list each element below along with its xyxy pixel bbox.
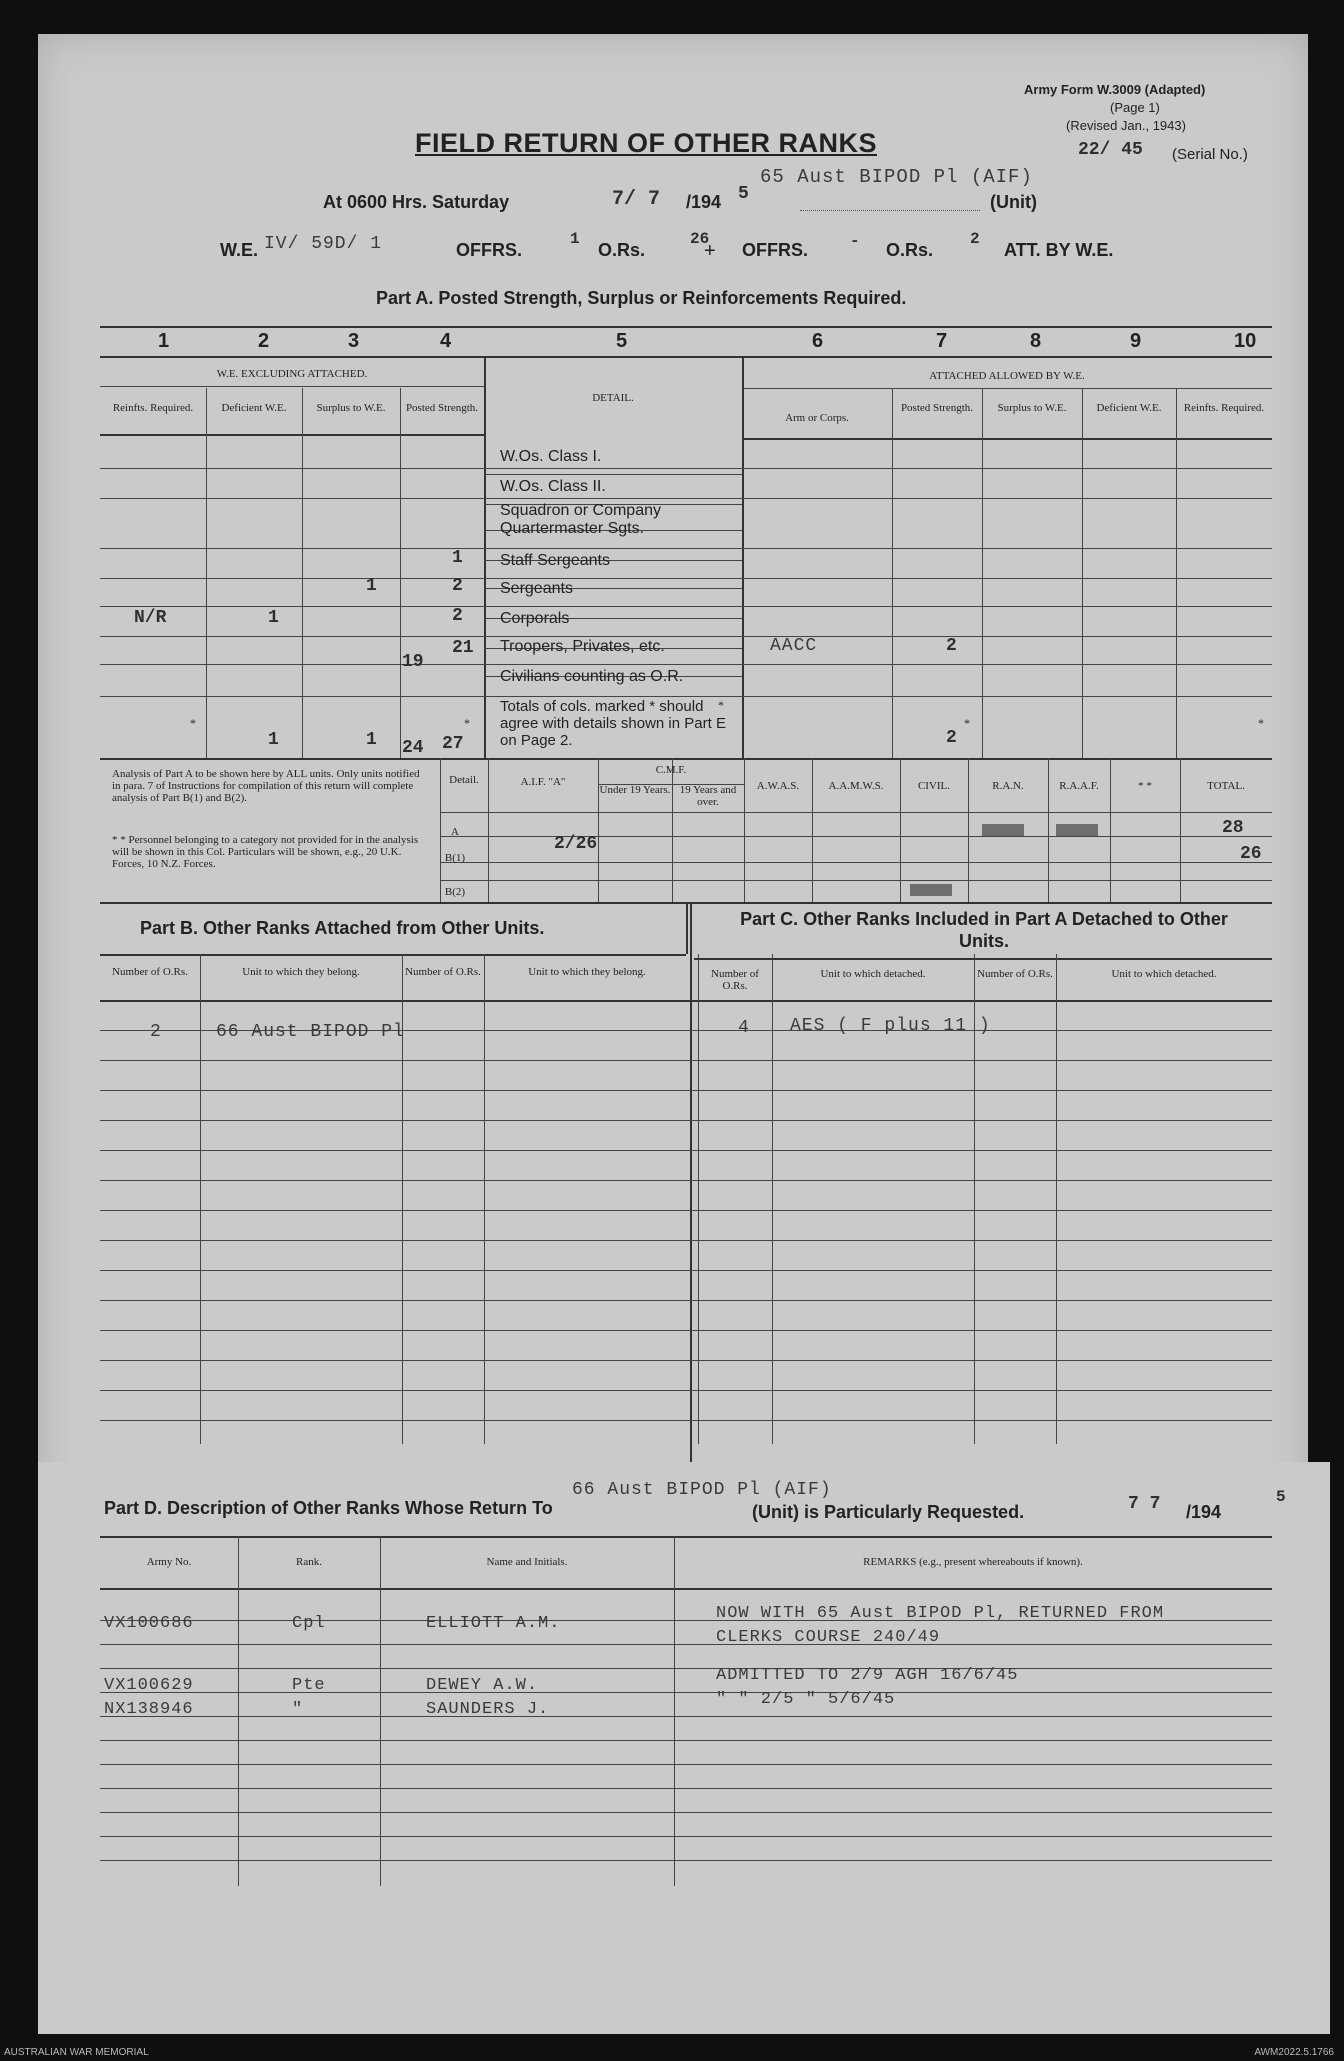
grid-line bbox=[694, 958, 1272, 960]
part-d-header: REMARKS (e.g., present whereabouts if known). bbox=[863, 1556, 1083, 1568]
column-header: Posted Strength. bbox=[900, 402, 974, 414]
analysis-row-label: B(1) bbox=[444, 852, 466, 864]
detail-row-label: Sergeants bbox=[500, 580, 573, 597]
group-left-header: W.E. EXCLUDING ATTACHED. bbox=[216, 368, 368, 380]
form-id: Army Form W.3009 (Adapted) bbox=[1024, 82, 1206, 97]
column-number: 9 bbox=[1130, 330, 1142, 352]
grid-line bbox=[100, 606, 1272, 607]
column-header: Surplus to W.E. bbox=[316, 402, 386, 414]
grid-line bbox=[100, 548, 1272, 549]
grid-line bbox=[206, 388, 207, 758]
part-b-header: Unit to which they belong. bbox=[528, 966, 646, 978]
part-b-header: Number of O.Rs. bbox=[112, 966, 188, 978]
part-d-header: Rank. bbox=[296, 1556, 322, 1568]
remarks: CLERKS COURSE 240/49 bbox=[716, 1628, 941, 1647]
part-d-year-prefix: /194 bbox=[1186, 1502, 1222, 1522]
grid-line bbox=[100, 1300, 1272, 1301]
rank: Pte bbox=[292, 1676, 326, 1695]
analysis-row-label: A bbox=[451, 826, 459, 838]
grid-line bbox=[100, 1536, 1272, 1538]
grid-line bbox=[484, 954, 485, 1444]
grid-line bbox=[100, 1588, 1272, 1590]
grid-line bbox=[440, 812, 1272, 813]
grid-line bbox=[674, 1536, 675, 1886]
offrs2-value: - bbox=[850, 232, 860, 250]
totals-c4b: 27 bbox=[442, 734, 464, 754]
analysis-note: Analysis of Part A to be shown here by ALL units. Only units notified in para. 7 of Instructions for compilation of this return will complete analysis of Part B(1) and B(2). bbox=[112, 768, 420, 804]
form-page-lower bbox=[38, 1462, 1330, 2034]
totals-c7: 2 bbox=[946, 728, 957, 748]
grid-line bbox=[100, 1716, 1272, 1717]
date-year-suffix: 5 bbox=[738, 184, 749, 204]
rank: " bbox=[292, 1700, 304, 1719]
part-c-row-unit: AES ( F plus 11 ) bbox=[790, 1016, 991, 1036]
part-c-header: Unit to which detached. bbox=[820, 968, 926, 980]
row-c4: 2 bbox=[452, 576, 463, 596]
part-d-date: 7 7 bbox=[1128, 1494, 1161, 1514]
part-b-row-unit: 66 Aust BIPOD Pl bbox=[216, 1022, 405, 1042]
att-label: ATT. BY W.E. bbox=[1004, 240, 1114, 260]
grid-line bbox=[400, 388, 401, 758]
part-d-year-suffix: 5 bbox=[1276, 1488, 1286, 1506]
offrs2-label: OFFRS. bbox=[742, 240, 808, 260]
part-c-row-number: 4 bbox=[738, 1018, 750, 1038]
analysis-header: * * bbox=[1138, 780, 1152, 792]
part-c-header: Unit to which detached. bbox=[1111, 968, 1217, 980]
we-value: IV/ 59D/ 1 bbox=[264, 234, 383, 254]
plus-sign: + bbox=[704, 240, 716, 262]
part-d-unit-value: 66 Aust BIPOD Pl (AIF) bbox=[572, 1480, 832, 1500]
row-c2: 1 bbox=[268, 608, 279, 628]
star-c4: * bbox=[464, 716, 470, 730]
grid-line bbox=[100, 1120, 1272, 1121]
column-header: Deficient W.E. bbox=[221, 402, 287, 414]
grid-line bbox=[100, 1240, 1272, 1241]
grid-line bbox=[238, 1536, 239, 1886]
grid-line bbox=[100, 1836, 1272, 1837]
offrs-value: 1 bbox=[570, 230, 580, 248]
row-c4: 19 bbox=[402, 652, 424, 672]
name: ELLIOTT A.M. bbox=[426, 1614, 561, 1633]
struck-block bbox=[1056, 824, 1098, 836]
part-b-row-number: 2 bbox=[150, 1022, 162, 1042]
part-d-title-mid: (Unit) is Particularly Requested. bbox=[752, 1502, 1025, 1522]
column-header: Reinfts. Required. bbox=[1183, 402, 1265, 414]
part-b-header: Unit to which they belong. bbox=[242, 966, 360, 978]
analysis-header: Detail. bbox=[449, 774, 479, 786]
part-d-title: Part D. Description of Other Ranks Whose Return To bbox=[104, 1498, 553, 1518]
column-number: 7 bbox=[936, 330, 948, 352]
grid-line bbox=[100, 1000, 1272, 1002]
totals-c4: 24 bbox=[402, 738, 424, 758]
part-a-title: Part A. Posted Strength, Surplus or Reinforcements Required. bbox=[376, 288, 907, 308]
struck-block bbox=[982, 824, 1024, 836]
page-title: FIELD RETURN OF OTHER RANKS bbox=[415, 128, 877, 158]
army-no: VX100629 bbox=[104, 1676, 194, 1695]
struck-block bbox=[910, 884, 952, 896]
grid-line bbox=[100, 468, 1272, 469]
grid-line bbox=[200, 954, 201, 1444]
part-d-header: Name and Initials. bbox=[486, 1556, 568, 1568]
grid-line bbox=[484, 474, 742, 475]
grid-line bbox=[100, 1150, 1272, 1151]
analysis-note-2: * * Personnel belonging to a category not provided for in the analysis will be shown in this Col. Particulars will be shown, e.g., 20 U.K. Forces, 10 N.Z. Forces. bbox=[112, 834, 419, 870]
grid-line bbox=[892, 388, 893, 758]
analysis-header: CIVIL. bbox=[917, 780, 951, 792]
grid-line bbox=[100, 1330, 1272, 1331]
part-c-header: Number of O.Rs. bbox=[711, 968, 759, 992]
grid-line bbox=[100, 664, 1272, 665]
analysis-header: C.M.F. bbox=[655, 764, 687, 776]
column-header: Surplus to W.E. bbox=[997, 402, 1067, 414]
column-number: 6 bbox=[812, 330, 824, 352]
grid-line bbox=[100, 1210, 1272, 1211]
row-c4: 2 bbox=[452, 606, 463, 626]
analysis-header: R.A.A.F. bbox=[1059, 780, 1099, 792]
grid-line bbox=[698, 954, 699, 1444]
remarks: " " 2/5 " 5/6/45 bbox=[716, 1690, 896, 1709]
column-header: Reinfts. Required. bbox=[112, 402, 194, 414]
column-number: 2 bbox=[258, 330, 270, 352]
row-c4: 1 bbox=[452, 548, 463, 568]
grid-line bbox=[1082, 388, 1083, 758]
name: DEWEY A.W. bbox=[426, 1676, 539, 1695]
grid-line bbox=[690, 902, 692, 1462]
totals-detail: Totals of cols. marked * should agree with details shown in Part E on Page 2. bbox=[500, 698, 726, 749]
form-revised: (Revised Jan., 1943) bbox=[1066, 118, 1186, 133]
grid-line bbox=[100, 498, 1272, 499]
grid-line bbox=[772, 954, 773, 1444]
grid-line bbox=[380, 1536, 381, 1886]
grid-line bbox=[100, 1740, 1272, 1741]
analysis-header: TOTAL. bbox=[1207, 780, 1245, 792]
part-d-header: Army No. bbox=[146, 1556, 192, 1568]
grid-line bbox=[100, 1764, 1272, 1765]
rank: Cpl bbox=[292, 1614, 326, 1633]
grid-line bbox=[100, 954, 686, 956]
grid-line bbox=[100, 636, 1272, 637]
detail-row-label: Troopers, Privates, etc. bbox=[500, 638, 665, 655]
column-header: Arm or Corps. bbox=[785, 412, 849, 424]
unit-label: (Unit) bbox=[990, 192, 1037, 212]
grid-line bbox=[100, 1692, 1272, 1693]
column-number: 8 bbox=[1030, 330, 1042, 352]
grid-line bbox=[100, 1060, 1272, 1061]
grid-line bbox=[100, 1420, 1272, 1421]
we-label: W.E. bbox=[220, 240, 259, 260]
grid-line bbox=[1056, 954, 1057, 1444]
grid-line bbox=[440, 880, 1272, 881]
row-c3: 1 bbox=[366, 576, 377, 596]
total-b-value: 26 bbox=[1240, 844, 1262, 864]
grid-line bbox=[100, 1180, 1272, 1181]
analysis-header: A.W.A.S. bbox=[756, 780, 800, 792]
grid-line bbox=[742, 356, 744, 758]
part-c-header: Number of O.Rs. bbox=[977, 968, 1053, 980]
grid-line bbox=[100, 1788, 1272, 1789]
date-year-prefix: /194 bbox=[686, 192, 722, 212]
star-c1: * bbox=[190, 716, 196, 730]
remarks: ADMITTED TO 2/9 AGH 16/6/45 bbox=[716, 1666, 1019, 1685]
analysis-header: R.A.N. bbox=[992, 780, 1024, 792]
offrs-label: OFFRS. bbox=[456, 240, 522, 260]
star-c10: * bbox=[1258, 716, 1264, 730]
part-c-title: Part C. Other Ranks Included in Part A Detached to Other Units. bbox=[740, 909, 1228, 951]
detail-row-label: Squadron or Company Quartermaster Sgts. bbox=[500, 502, 661, 537]
detail-header: DETAIL. bbox=[592, 392, 634, 404]
row-c6: AACC bbox=[770, 636, 818, 656]
detail-row-label: Staff Sergeants bbox=[500, 552, 610, 569]
row-c7: 2 bbox=[946, 636, 957, 656]
grid-line bbox=[100, 1668, 1272, 1669]
grid-line bbox=[100, 696, 1272, 697]
analysis-header: A.I.F. "A" bbox=[520, 776, 566, 788]
ors-value: 26 bbox=[690, 230, 710, 248]
grid-line bbox=[686, 902, 688, 954]
column-header: Posted Strength. bbox=[405, 402, 479, 414]
column-header: Deficient W.E. bbox=[1096, 402, 1162, 414]
footer-right: AWM2022.5.1766 bbox=[1254, 2047, 1334, 2058]
column-number: 3 bbox=[348, 330, 360, 352]
grid-line bbox=[100, 1360, 1272, 1361]
aif-a-value: 2/26 bbox=[554, 834, 598, 854]
detail-row-label: Corporals bbox=[500, 610, 570, 627]
analysis-header: Under 19 Years. bbox=[599, 784, 671, 796]
star-c7: * bbox=[964, 716, 970, 730]
grid-line bbox=[440, 862, 1272, 863]
totals-c3: 1 bbox=[366, 730, 377, 750]
name: SAUNDERS J. bbox=[426, 1700, 550, 1719]
totals-c2: 1 bbox=[268, 730, 279, 750]
at-label: At 0600 Hrs. Saturday bbox=[323, 192, 510, 212]
serial-label: (Serial No.) bbox=[1172, 146, 1248, 163]
grid-line bbox=[302, 388, 303, 758]
row-c4: 21 bbox=[452, 638, 474, 658]
grid-line bbox=[100, 1812, 1272, 1813]
detail-row-label: Civilians counting as O.R. bbox=[500, 668, 684, 685]
ors-label: O.Rs. bbox=[598, 240, 646, 260]
grid-line bbox=[100, 1644, 1272, 1645]
row-c1: N/R bbox=[134, 608, 167, 628]
analysis-header: A.A.M.W.S. bbox=[828, 780, 884, 792]
remarks: NOW WITH 65 Aust BIPOD Pl, RETURNED FROM bbox=[716, 1604, 1165, 1623]
star-detail: * bbox=[718, 698, 724, 712]
form-page-number: (Page 1) bbox=[1110, 100, 1160, 115]
column-number: 1 bbox=[158, 330, 170, 352]
grid-line bbox=[100, 1390, 1272, 1391]
analysis-row-label: B(2) bbox=[444, 886, 466, 898]
ors2-value: 2 bbox=[970, 230, 980, 248]
date-day-month: 7/ 7 bbox=[612, 188, 661, 211]
column-number: 5 bbox=[616, 330, 628, 352]
grid-line bbox=[1176, 388, 1177, 758]
detail-row-label: W.Os. Class II. bbox=[500, 478, 606, 495]
grid-line bbox=[484, 356, 486, 758]
grid-line bbox=[982, 388, 983, 758]
grid-line bbox=[100, 1860, 1272, 1861]
unit-dotline bbox=[800, 210, 980, 211]
total-a-value: 28 bbox=[1222, 818, 1244, 838]
group-right-header: ATTACHED ALLOWED BY W.E. bbox=[929, 370, 1085, 382]
grid-line bbox=[100, 578, 1272, 579]
army-no: VX100686 bbox=[104, 1614, 194, 1633]
unit-value: 65 Aust BIPOD Pl (AIF) bbox=[760, 166, 1033, 188]
ors2-label: O.Rs. bbox=[886, 240, 934, 260]
part-b-header: Number of O.Rs. bbox=[405, 966, 481, 978]
analysis-header: 19 Years and over. bbox=[679, 784, 737, 808]
serial-number: 22/ 45 bbox=[1078, 140, 1143, 160]
grid-line bbox=[100, 1090, 1272, 1091]
column-number: 10 bbox=[1234, 330, 1257, 352]
footer-left: AUSTRALIAN WAR MEMORIAL bbox=[4, 2047, 149, 2058]
part-b-title: Part B. Other Ranks Attached from Other Units. bbox=[140, 918, 545, 938]
column-number: 4 bbox=[440, 330, 452, 352]
army-no: NX138946 bbox=[104, 1700, 194, 1719]
grid-line bbox=[100, 1270, 1272, 1271]
detail-row-label: W.Os. Class I. bbox=[500, 448, 602, 465]
